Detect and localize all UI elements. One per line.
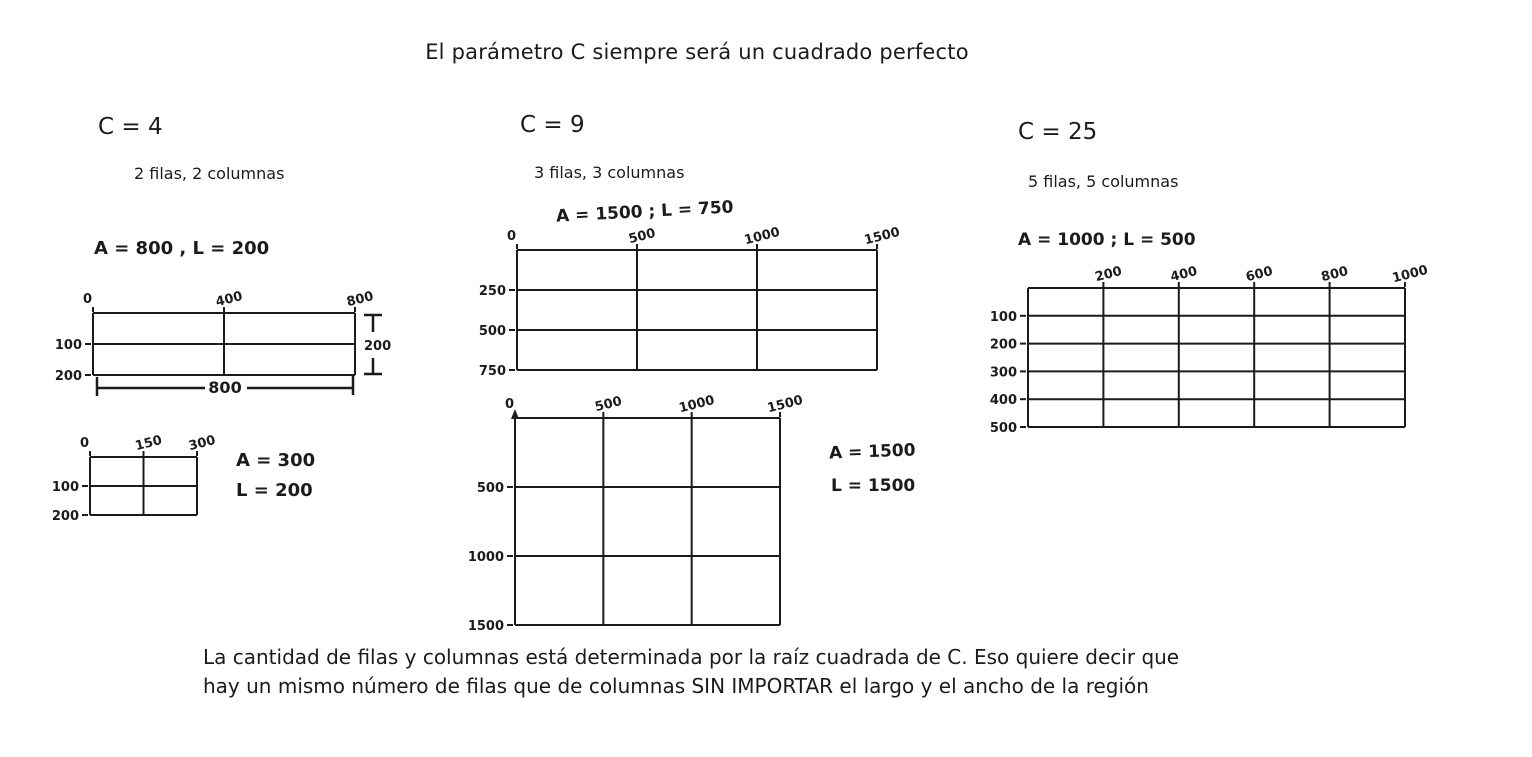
dim-height-bracket bbox=[356, 308, 400, 392]
x-tick-label: 1000 bbox=[1390, 262, 1430, 287]
grid-c9-top bbox=[478, 224, 902, 379]
grid-svg bbox=[51, 433, 218, 524]
y-tick-label: 750 bbox=[478, 364, 506, 379]
formula-c4-small-l: L = 200 bbox=[236, 480, 313, 501]
x-tick-label: 800 bbox=[1319, 264, 1350, 286]
y-tick-label: 500 bbox=[478, 324, 506, 339]
grid-c9-bottom bbox=[467, 392, 805, 634]
y-tick-label: 200 bbox=[51, 509, 79, 524]
formula-c9: A = 1500 ; L = 750 bbox=[555, 197, 734, 227]
x-tick-label: 400 bbox=[1168, 264, 1199, 286]
dim-width-label: 800 bbox=[208, 378, 242, 397]
footer-line-2: hay un mismo número de filas que de columnas SIN IMPORTAR el largo y el ancho de la región bbox=[203, 674, 1149, 698]
x-tick-label: 1000 bbox=[677, 392, 717, 417]
x-tick-label: 800 bbox=[345, 289, 376, 311]
section-heading-c9: C = 9 bbox=[520, 112, 585, 138]
y-tick-label: 400 bbox=[989, 393, 1017, 409]
y-tick-label: 1500 bbox=[467, 619, 504, 634]
x-tick-label: 500 bbox=[593, 394, 624, 416]
y-tick-label: 100 bbox=[51, 480, 79, 495]
x-tick-label: 150 bbox=[133, 433, 164, 455]
x-tick-label: 1500 bbox=[862, 224, 902, 249]
footer-line-1: La cantidad de filas y columnas está determinada por la raíz cuadrada de C. Eso quiere decir que bbox=[203, 645, 1180, 669]
y-tick-label: 300 bbox=[989, 365, 1017, 381]
x-tick-label: 400 bbox=[214, 289, 245, 311]
page-title: El parámetro C siempre será un cuadrado perfecto bbox=[425, 40, 969, 64]
formula-c25: A = 1000 ; L = 500 bbox=[1018, 230, 1196, 250]
formula-c9-side-a: A = 1500 bbox=[828, 440, 916, 464]
y-tick-label: 250 bbox=[478, 284, 506, 299]
dim-width-bracket bbox=[92, 374, 360, 400]
grid-svg bbox=[54, 289, 376, 384]
formula-c9-side-l: L = 1500 bbox=[831, 476, 916, 496]
x-tick-label: 500 bbox=[627, 226, 658, 248]
formula-c4-small-a: A = 300 bbox=[236, 450, 316, 471]
y-tick-label: 100 bbox=[54, 338, 82, 353]
x-tick-label: 1500 bbox=[765, 392, 805, 417]
section-subtitle-c25: 5 filas, 5 columnas bbox=[1028, 172, 1179, 191]
x-tick-label: 0 bbox=[79, 436, 89, 451]
formula-c4: A = 800 , L = 200 bbox=[94, 238, 270, 259]
x-tick-label: 300 bbox=[187, 433, 218, 455]
y-tick-label: 200 bbox=[54, 369, 82, 384]
x-tick-label: 600 bbox=[1244, 264, 1275, 286]
grid-svg bbox=[478, 224, 902, 379]
x-tick-label: 200 bbox=[1093, 264, 1124, 286]
x-tick-label: 0 bbox=[82, 292, 92, 307]
grid-svg bbox=[467, 392, 805, 634]
x-tick-label: 0 bbox=[504, 397, 514, 412]
grid-c4-main bbox=[54, 289, 376, 384]
y-tick-label: 1000 bbox=[467, 550, 504, 565]
section-heading-c4: C = 4 bbox=[98, 114, 163, 140]
x-tick-label: 0 bbox=[506, 229, 516, 244]
grid-svg bbox=[989, 262, 1430, 436]
y-tick-label: 200 bbox=[989, 337, 1017, 353]
section-subtitle-c4: 2 filas, 2 columnas bbox=[134, 164, 285, 183]
x-tick-label: 1000 bbox=[742, 224, 782, 249]
section-heading-c25: C = 25 bbox=[1018, 119, 1098, 145]
section-subtitle-c9: 3 filas, 3 columnas bbox=[534, 163, 685, 182]
grid-c4-small bbox=[51, 433, 218, 524]
grid-c25 bbox=[989, 262, 1430, 436]
dim-height-label: 200 bbox=[364, 339, 392, 354]
y-tick-label: 100 bbox=[989, 309, 1017, 325]
y-tick-label: 500 bbox=[989, 421, 1017, 436]
y-tick-label: 500 bbox=[476, 481, 504, 496]
